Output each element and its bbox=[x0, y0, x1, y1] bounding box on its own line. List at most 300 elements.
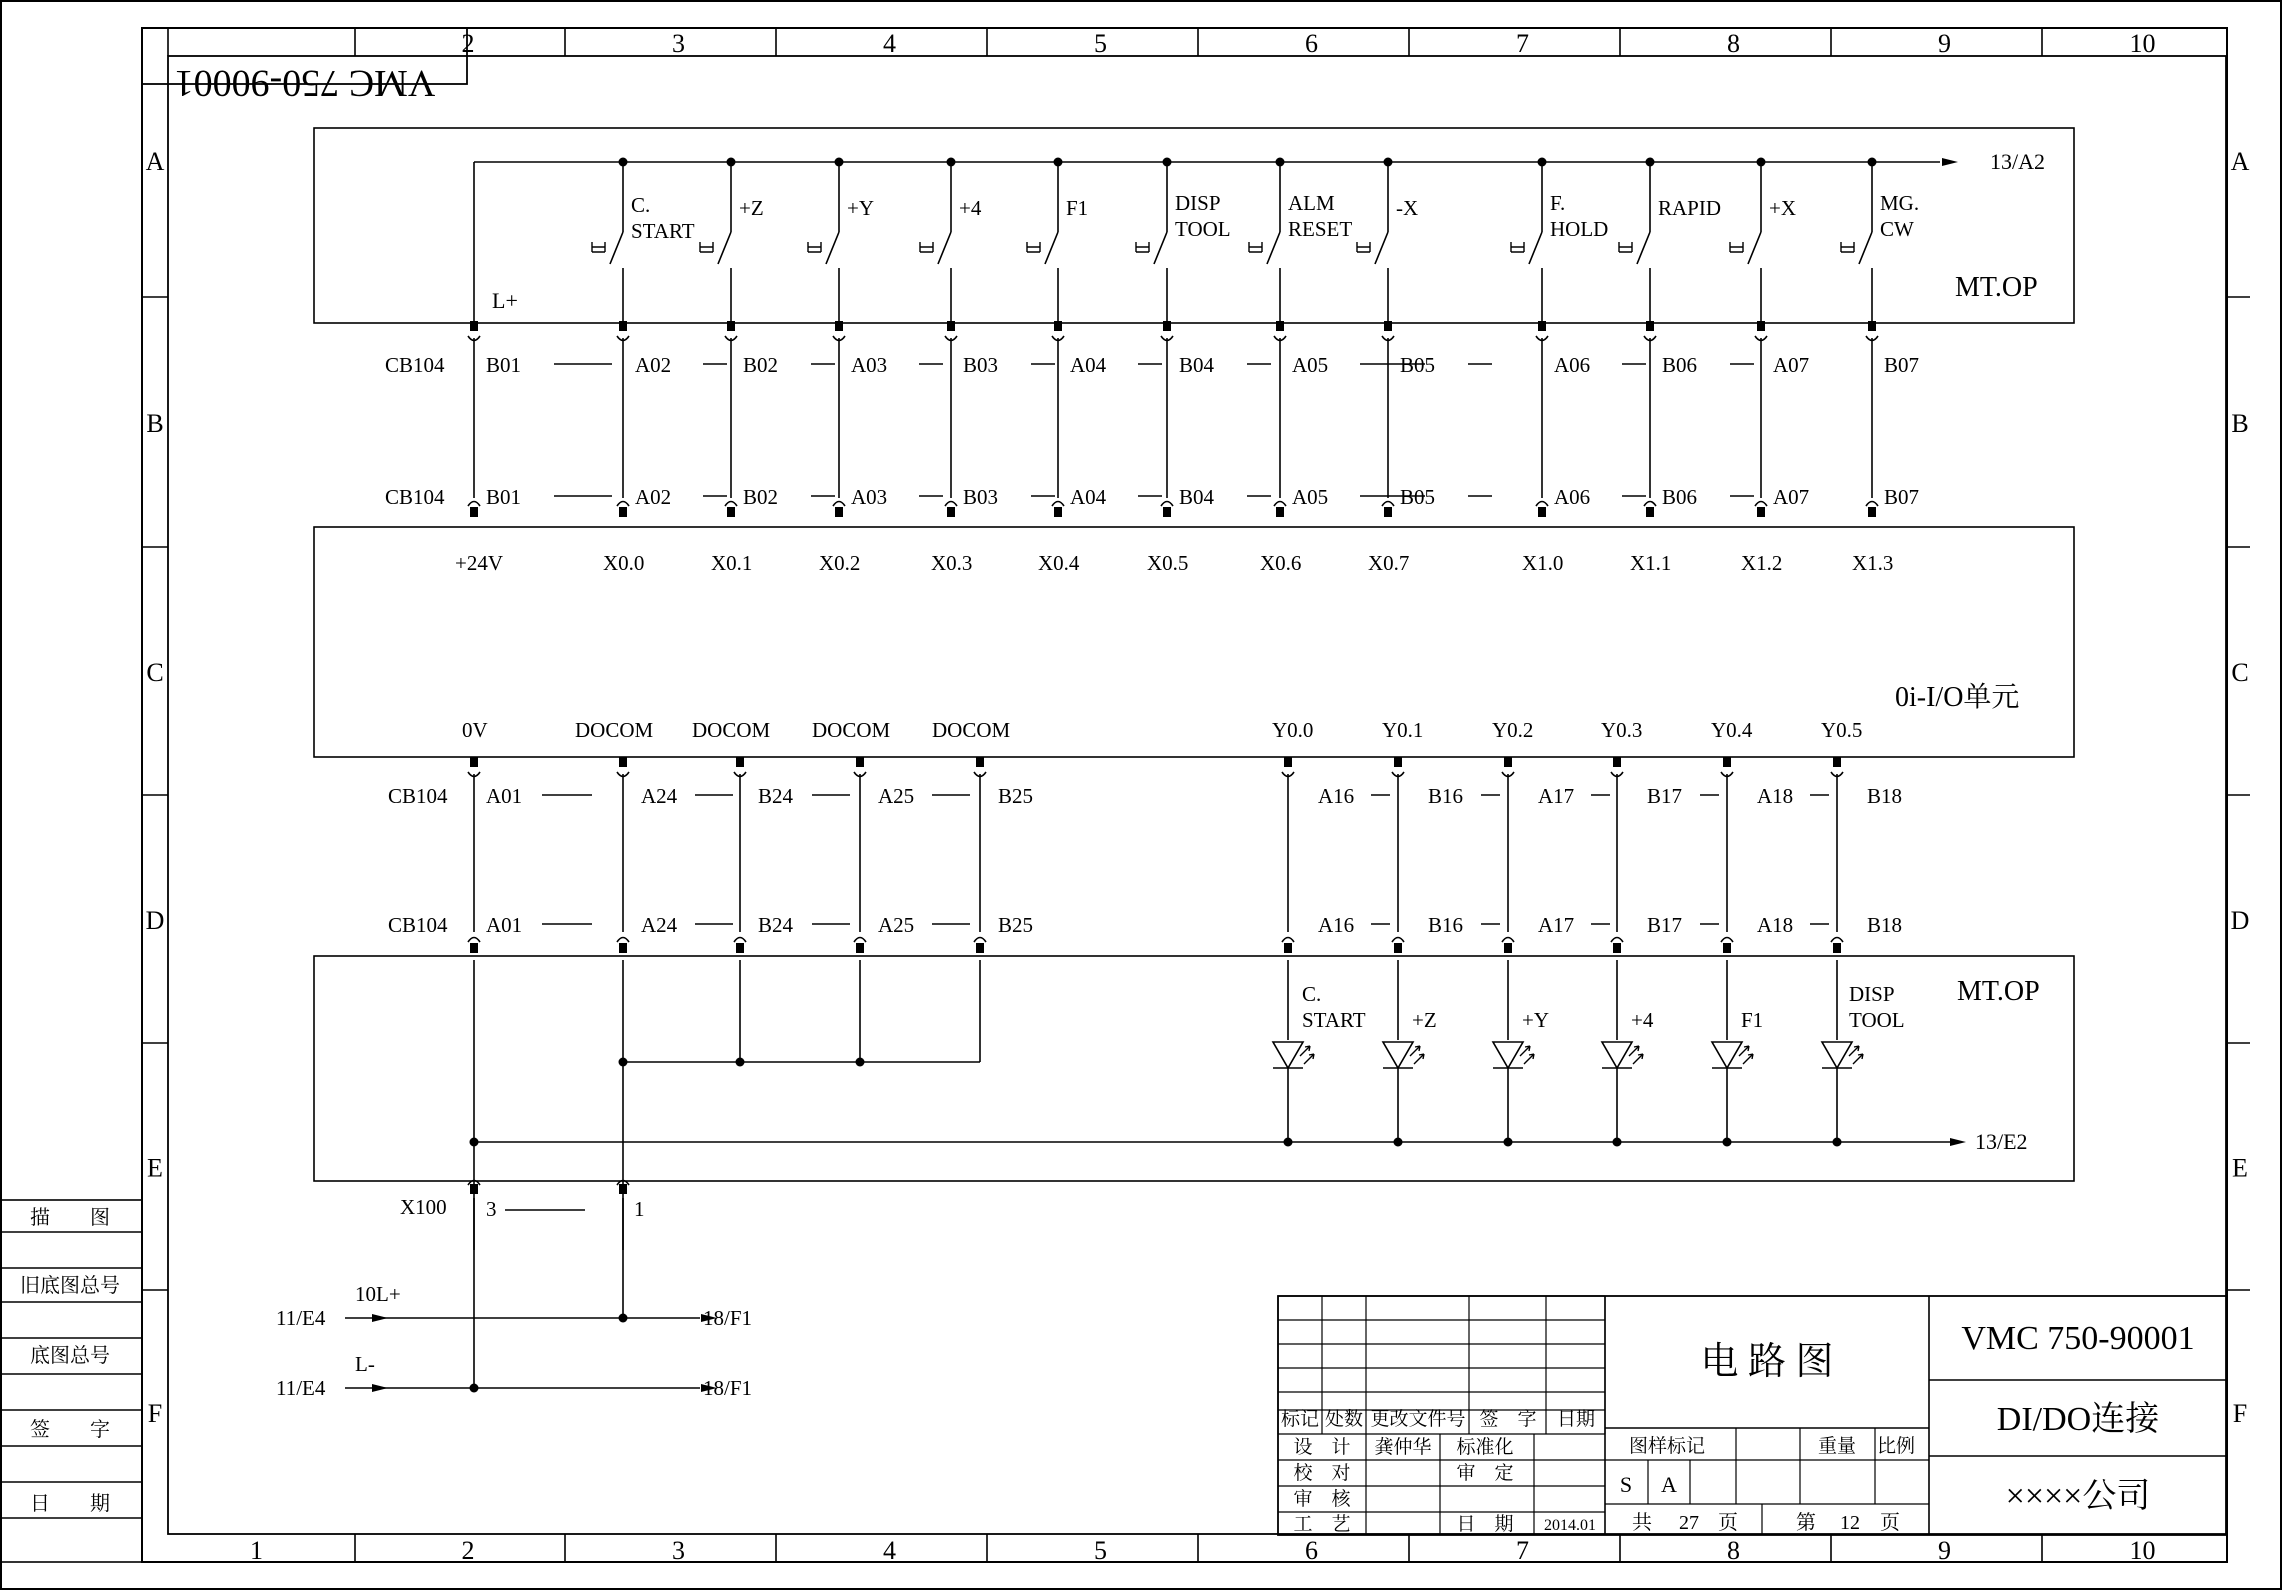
row-letter-left: F bbox=[147, 1399, 163, 1428]
led-bus-dot bbox=[1394, 1138, 1403, 1147]
io-terminal-low bbox=[1394, 757, 1402, 767]
panel-socket-low bbox=[1611, 938, 1623, 943]
connector-pin: A25 bbox=[878, 913, 915, 937]
top-terminal bbox=[727, 321, 735, 331]
panel-terminal-low bbox=[1613, 943, 1621, 953]
connector-pin: A06 bbox=[1554, 485, 1591, 509]
led-label: +Y bbox=[1522, 1008, 1550, 1032]
connector-pin: A05 bbox=[1292, 485, 1329, 509]
supply-dot bbox=[619, 1314, 628, 1323]
connector-pin: B25 bbox=[998, 913, 1034, 937]
pushbutton-contact bbox=[1375, 232, 1388, 264]
column-number-top: 10 bbox=[2129, 29, 2156, 58]
column-number-top: 4 bbox=[883, 29, 896, 58]
row-letter-right: E bbox=[2232, 1153, 2248, 1183]
io-socket bbox=[468, 502, 480, 507]
pushbutton-actuator bbox=[700, 242, 713, 252]
led-light-arrows bbox=[1849, 1046, 1863, 1064]
io-socket bbox=[945, 502, 957, 507]
led-bus-dot bbox=[1613, 1138, 1622, 1147]
pushbutton-contact bbox=[610, 232, 623, 264]
title-block bbox=[1278, 1296, 2227, 1535]
io-terminal-low bbox=[976, 757, 984, 767]
io-output-label: Y0.0 bbox=[1272, 718, 1314, 742]
io-unit-name: 0i-I/O单元 bbox=[1895, 682, 2020, 713]
top-mt-op-panel bbox=[314, 128, 2074, 517]
led-label: START bbox=[1302, 1008, 1366, 1032]
io-terminal-low bbox=[736, 757, 744, 767]
io-terminal bbox=[1384, 507, 1392, 517]
panel-socket-low bbox=[1721, 938, 1733, 943]
led-label: +4 bbox=[1631, 1008, 1654, 1032]
connector-pin: A03 bbox=[851, 353, 888, 377]
rev-header-label: 处数 bbox=[1324, 1409, 1364, 1430]
panel-socket-low bbox=[1392, 938, 1404, 943]
connector-pin: B24 bbox=[758, 913, 794, 937]
company-name: ××××公司 bbox=[2005, 1478, 2151, 1515]
panel-socket-low bbox=[1831, 938, 1843, 943]
panel-terminal-low bbox=[1504, 943, 1512, 953]
connector-pin: A05 bbox=[1292, 353, 1329, 377]
mark-a: A bbox=[1661, 1472, 1677, 1497]
pushbutton-actuator bbox=[1136, 242, 1149, 252]
switch-label: +Y bbox=[847, 196, 875, 220]
l-plus-label: L+ bbox=[492, 288, 518, 313]
io-input-label: X1.3 bbox=[1852, 551, 1894, 575]
supply-arrow-in bbox=[372, 1314, 388, 1322]
column-number-bottom: 9 bbox=[1938, 1536, 1951, 1565]
switch-label: DISP bbox=[1175, 191, 1221, 215]
top-terminal bbox=[835, 321, 843, 331]
signoff-cell: 标准化 bbox=[1456, 1437, 1514, 1458]
supply-dot bbox=[470, 1384, 479, 1393]
top-terminal bbox=[1384, 321, 1392, 331]
top-terminal bbox=[947, 321, 955, 331]
io-terminal bbox=[727, 507, 735, 517]
panel-terminal-low bbox=[619, 943, 627, 953]
connector-pin: B06 bbox=[1662, 485, 1698, 509]
column-number-bottom: 10 bbox=[2129, 1536, 2156, 1565]
title-drawing-number: VMC 750-90001 bbox=[1961, 1320, 2195, 1357]
pushbutton-contact bbox=[1529, 232, 1542, 264]
io-socket bbox=[617, 502, 629, 507]
io-input-label: X1.2 bbox=[1741, 551, 1783, 575]
connector-pin: B02 bbox=[743, 353, 779, 377]
connector-pin: A02 bbox=[635, 485, 672, 509]
row-letter-left: B bbox=[146, 409, 164, 438]
sidebar-label: 日 期 bbox=[30, 1493, 110, 1515]
column-number-bottom: 8 bbox=[1727, 1536, 1740, 1565]
panel-socket-low bbox=[734, 938, 746, 943]
bus-arrow-bottom bbox=[1950, 1138, 1966, 1146]
total-prefix: 共 bbox=[1632, 1512, 1652, 1534]
connector-pin: B02 bbox=[743, 485, 779, 509]
bus-arrow-top bbox=[1942, 158, 1958, 166]
pushbutton-contact bbox=[938, 232, 951, 264]
switch-label: F1 bbox=[1066, 196, 1089, 220]
supply-to: 18/F1 bbox=[703, 1306, 753, 1330]
ref-out-bottom: 13/E2 bbox=[1975, 1129, 2028, 1154]
pushbutton-contact bbox=[1637, 232, 1650, 264]
column-number-bottom: 5 bbox=[1094, 1536, 1107, 1565]
io-socket bbox=[1866, 502, 1878, 507]
x100-pin1-label: 1 bbox=[634, 1197, 645, 1221]
pushbutton-actuator bbox=[1511, 242, 1524, 252]
switch-label: START bbox=[631, 219, 695, 243]
io-terminal bbox=[1276, 507, 1284, 517]
led-symbol bbox=[1602, 1042, 1632, 1068]
pushbutton-actuator bbox=[1841, 242, 1854, 252]
page-unit: 页 bbox=[1880, 1512, 1900, 1534]
connector-pin: B01 bbox=[486, 485, 522, 509]
connector-pin: A16 bbox=[1318, 784, 1355, 808]
drawing-frame bbox=[1, 1, 2281, 1589]
connector-pin: B04 bbox=[1179, 353, 1215, 377]
top-terminal bbox=[470, 321, 478, 331]
connector-pin: B05 bbox=[1400, 353, 1436, 377]
connector-pin: B17 bbox=[1647, 784, 1683, 808]
signoff-cell: 校 对 bbox=[1293, 1463, 1351, 1484]
io-output-label: Y0.5 bbox=[1821, 718, 1863, 742]
signoff-cell: 龚仲华 bbox=[1374, 1437, 1432, 1458]
switch-label: RAPID bbox=[1658, 196, 1722, 220]
docom-label: DOCOM bbox=[575, 718, 654, 742]
connector-pin: A06 bbox=[1554, 353, 1591, 377]
panel-terminal-low bbox=[1833, 943, 1841, 953]
led-bus-dot bbox=[1833, 1138, 1842, 1147]
led-label: TOOL bbox=[1849, 1008, 1905, 1032]
connector-pin: A17 bbox=[1538, 784, 1575, 808]
io-terminal-low bbox=[1723, 757, 1731, 767]
outer-border bbox=[1, 1, 2281, 1589]
connector-pin: A01 bbox=[486, 913, 523, 937]
column-number-top: 8 bbox=[1727, 29, 1740, 58]
connector-pin: B16 bbox=[1428, 913, 1464, 937]
drawing-area-border bbox=[168, 56, 2226, 1534]
top-terminal bbox=[1757, 321, 1765, 331]
led-symbol bbox=[1273, 1042, 1303, 1068]
pushbutton-actuator bbox=[1619, 242, 1632, 252]
connector-pin: A24 bbox=[641, 784, 678, 808]
connector-pin: A24 bbox=[641, 913, 678, 937]
switch-label: MG. bbox=[1880, 191, 1920, 215]
top-terminal bbox=[1538, 321, 1546, 331]
connector-pin: A18 bbox=[1757, 913, 1794, 937]
drawing-title: 电 路 图 bbox=[1700, 1341, 1834, 1383]
led-light-arrows bbox=[1410, 1046, 1424, 1064]
page-number: 12 bbox=[1840, 1512, 1860, 1534]
switch-label: +Z bbox=[739, 196, 764, 220]
total-pages: 27 bbox=[1679, 1512, 1699, 1534]
column-number-top: 3 bbox=[672, 29, 685, 58]
total-unit: 页 bbox=[1718, 1512, 1738, 1534]
connector-pin: A18 bbox=[1757, 784, 1794, 808]
io-terminal-low bbox=[1504, 757, 1512, 767]
stamp-drawing-number: VMC 750-90001 bbox=[174, 62, 436, 104]
io-socket bbox=[1161, 502, 1173, 507]
pushbutton-actuator bbox=[592, 242, 605, 252]
io-socket bbox=[1755, 502, 1767, 507]
switch-label: +4 bbox=[959, 196, 982, 220]
led-label: DISP bbox=[1849, 982, 1895, 1006]
pushbutton-contact bbox=[1154, 232, 1167, 264]
io-socket bbox=[1536, 502, 1548, 507]
panel-terminal-low bbox=[1284, 943, 1292, 953]
column-number-bottom: 6 bbox=[1305, 1536, 1318, 1565]
rev-header-label: 标记 bbox=[1280, 1409, 1320, 1430]
row-letter-right: D bbox=[2230, 906, 2250, 935]
sidebar-label: 签 字 bbox=[30, 1419, 110, 1441]
connector-pin: A25 bbox=[878, 784, 915, 808]
supply-from: 11/E4 bbox=[276, 1376, 326, 1400]
connector-pin: B05 bbox=[1400, 485, 1436, 509]
supply-label: 10L+ bbox=[355, 1282, 401, 1306]
io-input-label: X0.7 bbox=[1368, 551, 1410, 575]
top-terminal bbox=[1163, 321, 1171, 331]
io-output-label: Y0.1 bbox=[1382, 718, 1424, 742]
io-output-label: Y0.4 bbox=[1711, 718, 1753, 742]
io-socket bbox=[725, 502, 737, 507]
rev-header-label: 日期 bbox=[1556, 1409, 1596, 1430]
top-terminal bbox=[1868, 321, 1876, 331]
switch-label: RESET bbox=[1288, 217, 1353, 241]
signoff-cell: 2014.01 bbox=[1544, 1517, 1596, 1534]
io-terminal bbox=[947, 507, 955, 517]
panel-terminal-low bbox=[976, 943, 984, 953]
x100-pin3 bbox=[470, 1184, 478, 1194]
io-terminal bbox=[1054, 507, 1062, 517]
row-letter-right: A bbox=[2230, 147, 2250, 176]
pushbutton-contact bbox=[1748, 232, 1761, 264]
io-terminal-low bbox=[1284, 757, 1292, 767]
signoff-cell: 设 计 bbox=[1293, 1437, 1351, 1458]
led-bus-dot bbox=[1284, 1138, 1293, 1147]
column-number-top: 6 bbox=[1305, 29, 1318, 58]
pushbutton-contact bbox=[718, 232, 731, 264]
mark-s: S bbox=[1619, 1472, 1633, 1497]
sidebar-label: 底图总号 bbox=[30, 1345, 110, 1367]
connector-pin: B01 bbox=[486, 353, 522, 377]
supply-to: 18/F1 bbox=[703, 1376, 753, 1400]
io-terminal bbox=[1163, 507, 1171, 517]
io-output-label: Y0.2 bbox=[1492, 718, 1534, 742]
drawing-number-stamp bbox=[142, 28, 467, 104]
connector-pin: B07 bbox=[1884, 353, 1920, 377]
connector-pin: A16 bbox=[1318, 913, 1355, 937]
drawing-subtitle: DI/DO连接 bbox=[1996, 1401, 2160, 1438]
bottom-panel-name: MT.OP bbox=[1957, 976, 2040, 1007]
row-letter-left: D bbox=[145, 906, 165, 935]
io-terminal bbox=[619, 507, 627, 517]
connector-pin: B03 bbox=[963, 353, 999, 377]
io-terminal bbox=[470, 507, 478, 517]
switch-label: -X bbox=[1396, 196, 1419, 220]
row-letter-right: F bbox=[2232, 1399, 2248, 1428]
led-light-arrows bbox=[1300, 1046, 1314, 1064]
column-number-bottom: 1 bbox=[250, 1536, 263, 1565]
led-label: C. bbox=[1302, 982, 1322, 1006]
top-terminal bbox=[619, 321, 627, 331]
io-terminal-low bbox=[856, 757, 864, 767]
pushbutton-actuator bbox=[1357, 242, 1370, 252]
column-number-bottom: 4 bbox=[883, 1536, 896, 1565]
connector-pin: A07 bbox=[1773, 353, 1810, 377]
top-terminal bbox=[1276, 321, 1284, 331]
power-supply-section bbox=[276, 1181, 752, 1401]
pushbutton-actuator bbox=[1027, 242, 1040, 252]
led-bus-dot bbox=[1723, 1138, 1732, 1147]
panel-socket-low bbox=[974, 938, 986, 943]
column-number-bottom: 2 bbox=[461, 1536, 475, 1565]
top-terminal bbox=[1054, 321, 1062, 331]
io-socket bbox=[1382, 502, 1394, 507]
io-input-label: X1.1 bbox=[1630, 551, 1672, 575]
io-socket bbox=[833, 502, 845, 507]
connector-pin: B24 bbox=[758, 784, 794, 808]
bottom-mt-op-panel bbox=[314, 956, 2074, 1250]
column-number-top: 5 bbox=[1094, 29, 1107, 58]
row-letter-left: E bbox=[147, 1153, 163, 1183]
column-number-top: 7 bbox=[1516, 29, 1529, 58]
panel-terminal-low bbox=[1723, 943, 1731, 953]
pushbutton-actuator bbox=[1249, 242, 1262, 252]
led-label: F1 bbox=[1741, 1008, 1764, 1032]
panel-terminal-low bbox=[856, 943, 864, 953]
panel-socket-low bbox=[1502, 938, 1514, 943]
led-symbol bbox=[1383, 1042, 1413, 1068]
supply-arrow-in bbox=[372, 1384, 388, 1392]
connector-pin: B16 bbox=[1428, 784, 1464, 808]
led-light-arrows bbox=[1739, 1046, 1753, 1064]
led-light-arrows bbox=[1520, 1046, 1534, 1064]
column-number-bottom: 3 bbox=[672, 1536, 685, 1565]
supply-label: L- bbox=[355, 1352, 375, 1376]
sidebar-label: 旧底图总号 bbox=[20, 1275, 120, 1297]
connector-pin: B17 bbox=[1647, 913, 1683, 937]
panel-terminal-low bbox=[1394, 943, 1402, 953]
top-panel-name: MT.OP bbox=[1955, 272, 2038, 303]
switch-label: ALM bbox=[1288, 191, 1335, 215]
panel-terminal-low bbox=[736, 943, 744, 953]
connector-pin: A04 bbox=[1070, 485, 1107, 509]
column-number-top: 2 bbox=[461, 29, 475, 58]
pushbutton-actuator bbox=[808, 242, 821, 252]
switch-label: C. bbox=[631, 193, 651, 217]
io-input-label: X1.0 bbox=[1522, 551, 1564, 575]
io-unit-box bbox=[314, 527, 2074, 953]
supply-from: 11/E4 bbox=[276, 1306, 326, 1330]
rev-header-label: 更改文件号 bbox=[1370, 1409, 1466, 1430]
row-letter-left: C bbox=[146, 658, 164, 687]
io-socket bbox=[1052, 502, 1064, 507]
connector-name: CB104 bbox=[388, 913, 448, 937]
switch-label: HOLD bbox=[1550, 217, 1609, 241]
connector-name: CB104 bbox=[388, 784, 448, 808]
column-number-top: 9 bbox=[1938, 29, 1951, 58]
panel-terminal-low bbox=[470, 943, 478, 953]
connector-pin: B25 bbox=[998, 784, 1034, 808]
io-input-label: X0.2 bbox=[819, 551, 861, 575]
top-terminal bbox=[1646, 321, 1654, 331]
signoff-cell: 审 定 bbox=[1456, 1463, 1514, 1484]
io-terminal-low bbox=[619, 757, 627, 767]
docom-label: DOCOM bbox=[812, 718, 891, 742]
io-input-label: X0.4 bbox=[1038, 551, 1080, 575]
switch-label: F. bbox=[1550, 191, 1566, 215]
io-terminal-low bbox=[1833, 757, 1841, 767]
rev-header-label: 签 字 bbox=[1479, 1409, 1537, 1430]
x100-label: X100 bbox=[400, 1195, 447, 1219]
io-socket bbox=[1274, 502, 1286, 507]
led-symbol bbox=[1712, 1042, 1742, 1068]
io-input-label: X0.1 bbox=[711, 551, 753, 575]
sidebar-label: 描 图 bbox=[30, 1207, 110, 1229]
weight-label: 重量 bbox=[1817, 1436, 1857, 1457]
connector-pin: B03 bbox=[963, 485, 999, 509]
signoff-cell: 审 核 bbox=[1293, 1489, 1351, 1510]
led-light-arrows bbox=[1629, 1046, 1643, 1064]
switch-label: TOOL bbox=[1175, 217, 1231, 241]
pushbutton-contact bbox=[826, 232, 839, 264]
io-0v-label: 0V bbox=[462, 718, 488, 742]
connector-pin: B07 bbox=[1884, 485, 1920, 509]
io-terminal-low bbox=[1613, 757, 1621, 767]
row-letter-right: C bbox=[2231, 658, 2249, 687]
io-input-label: X0.3 bbox=[931, 551, 973, 575]
left-revision-sidebar bbox=[1, 1200, 142, 1562]
connector-pin: A07 bbox=[1773, 485, 1810, 509]
pushbutton-contact bbox=[1859, 232, 1872, 264]
led-symbol bbox=[1493, 1042, 1523, 1068]
signoff-cell: 工 艺 bbox=[1293, 1514, 1351, 1535]
docom-label: DOCOM bbox=[692, 718, 771, 742]
ref-out-top: 13/A2 bbox=[1990, 149, 2045, 174]
connector-name: CB104 bbox=[385, 485, 445, 509]
io-terminal bbox=[1646, 507, 1654, 517]
io-socket bbox=[1644, 502, 1656, 507]
x100-pin3-label: 3 bbox=[486, 1197, 497, 1221]
pushbutton-contact bbox=[1267, 232, 1280, 264]
connector-pin: A17 bbox=[1538, 913, 1575, 937]
row-letter-right: B bbox=[2231, 409, 2249, 438]
x100-pin1 bbox=[619, 1184, 627, 1194]
led-symbol bbox=[1822, 1042, 1852, 1068]
panel-socket-low bbox=[854, 938, 866, 943]
panel-socket-low bbox=[1282, 938, 1294, 943]
pushbutton-actuator bbox=[1730, 242, 1743, 252]
panel-socket-low bbox=[468, 938, 480, 943]
docom-label: DOCOM bbox=[932, 718, 1011, 742]
led-label: +Z bbox=[1412, 1008, 1437, 1032]
connector-pin: B04 bbox=[1179, 485, 1215, 509]
io-terminal-low bbox=[470, 757, 478, 767]
io-input-label: X0.0 bbox=[603, 551, 645, 575]
io-terminal bbox=[1538, 507, 1546, 517]
bottom-panel-box bbox=[314, 956, 2074, 1181]
inner-border bbox=[142, 28, 2227, 1562]
column-number-bottom: 7 bbox=[1516, 1536, 1529, 1565]
connector-name: CB104 bbox=[385, 353, 445, 377]
connector-pin: B06 bbox=[1662, 353, 1698, 377]
connector-pin: B18 bbox=[1867, 913, 1903, 937]
connector-pin: A01 bbox=[486, 784, 523, 808]
io-terminal bbox=[835, 507, 843, 517]
signoff-cell: 日 期 bbox=[1456, 1514, 1514, 1535]
mark-label: 图样标记 bbox=[1628, 1436, 1706, 1457]
io-input-label: X0.6 bbox=[1260, 551, 1302, 575]
io-output-label: Y0.3 bbox=[1601, 718, 1643, 742]
connector-pin: A03 bbox=[851, 485, 888, 509]
